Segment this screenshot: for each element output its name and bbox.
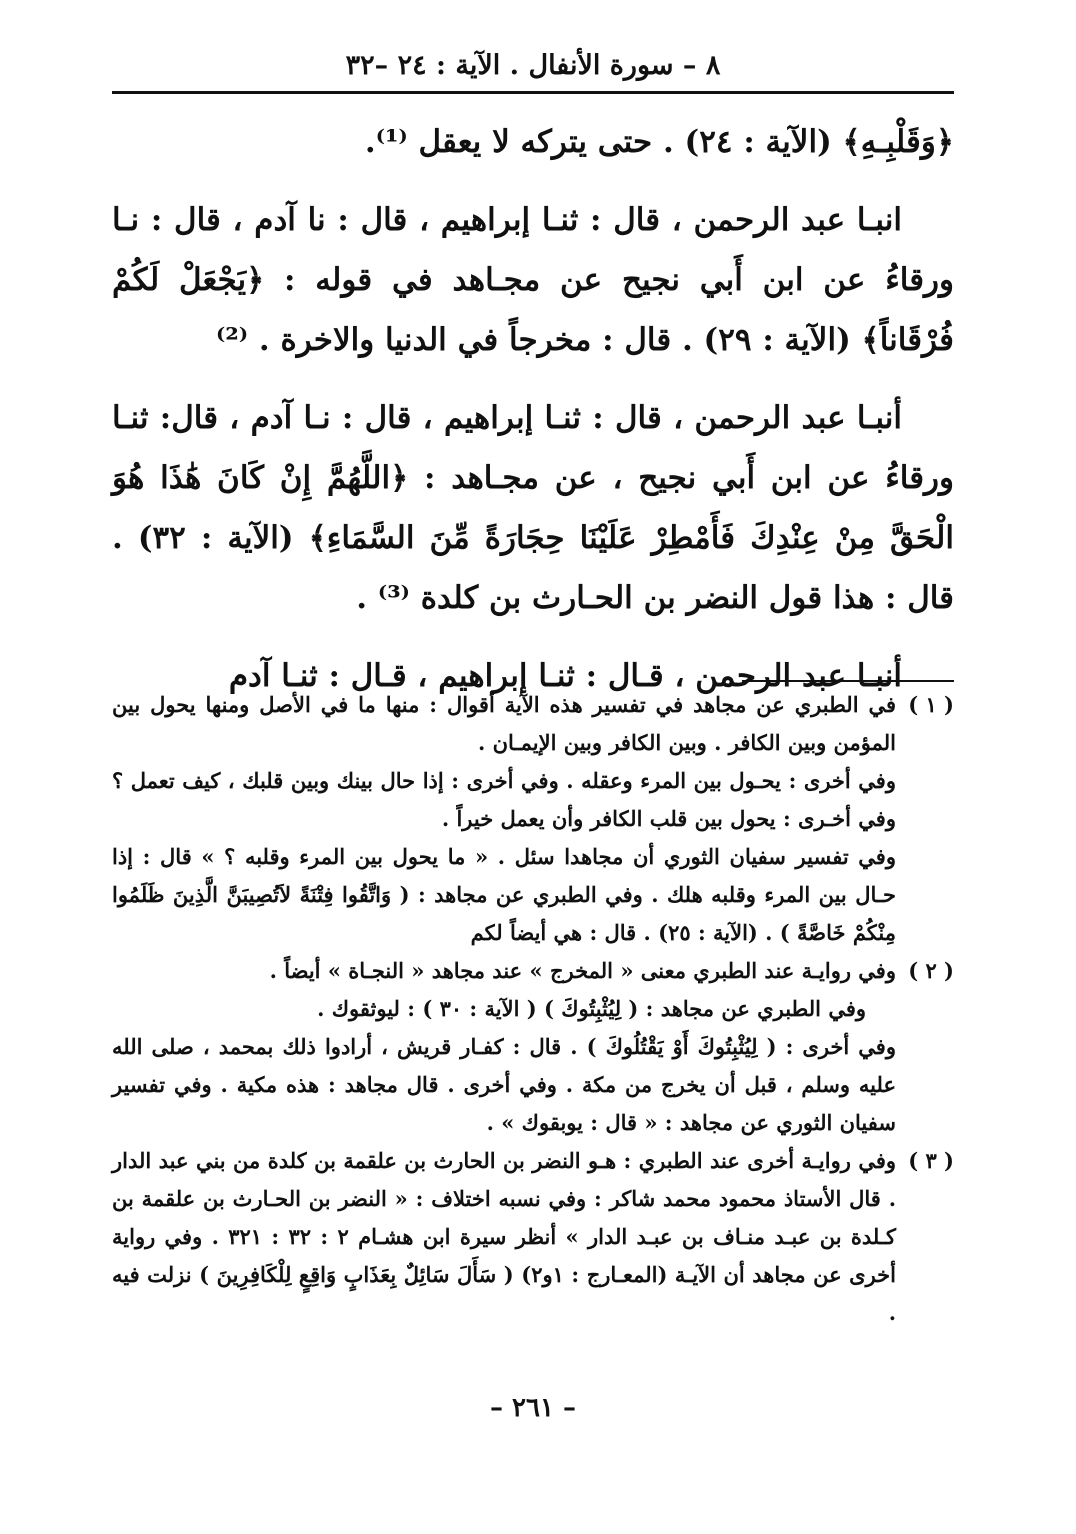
- header-rule: [112, 91, 954, 94]
- footnote-number: ( ١ ): [908, 692, 954, 717]
- footnote-1: [112, 686, 954, 952]
- paragraph-4: أنبـا عبد الرحمن ، قـال : ثنـا إبراهيم ، قـال : ثنـا آدم: [228, 658, 902, 694]
- footnote-line: وفي أخرى : ( لِيُثْبِتُوكَ أَوْ يَقْتُلُوكَ ) . قال : كفـار قريش ، أرادوا ذلك بمحمد ، صلى الله عليه وسلم ، قبل أن يخرج من مكة . وفي أخرى . قال مجاهد : هذه مكية . وفي تفسير سفيان الثوري عن مجاهد : « قال : يوبقوك » .: [112, 1034, 896, 1135]
- footnote-number: ( ٣ ): [908, 1148, 954, 1173]
- paragraph-1: ﴿وَقَلْبِـهِ﴾ (الآية : ٢٤) . حتى يتركه لا يعقل ⁽¹⁾.: [364, 124, 954, 160]
- footnote-body: [112, 1142, 896, 1332]
- page-number: – ٢٦١ –: [489, 1393, 577, 1423]
- footnote-body: [112, 686, 896, 952]
- footnote-line: في الطبري عن مجاهد في تفسير هذه الآية أقوال : منها ما في الأصل ومنها يحول بين المؤمن وبين الكافر . وبين الكافر وبين الإيمـان .: [112, 692, 896, 755]
- footnote-line: وفي أخرى : يحـول بين المرء وعقله . وفي أخرى : إذا حال بينك وبين قلبك ، كيف تعمل ؟ وفي أخـرى : يحول بين قلب الكافر وأن يعمل خيراً .: [112, 768, 896, 831]
- footnote-number: ( ٢ ): [908, 958, 954, 983]
- footnote-line: وفي روايـة عند الطبري معنى « المخرج » عند مجاهد « النجـاة » أيضاً .: [269, 958, 896, 983]
- footnote-rule: [742, 680, 954, 682]
- paragraph-3: أنبـا عبد الرحمن ، قال : ثنـا إبراهيم ، قال : نـا آدم ، قال: ثنـا ورقاءُ عن ابن أَبي نجيح ، عن مجـاهد : ﴿اللَّهُمَّ إِنْ كَانَ هَٰذَا هُوَ الْحَقَّ مِنْ عِنْدِكَ فَأَمْطِرْ عَلَيْنَا حِجَارَةً مِّنَ السَّمَاءِ﴾ (الآية : ٣٢) . قال : هذا قول النضر بن الحـارث بن كلدة ⁽³⁾ .: [112, 400, 954, 616]
- footnote-3: [112, 1142, 954, 1332]
- footnote-body: [112, 952, 896, 1142]
- paragraph-2: انبـا عبد الرحمن ، قال : ثنـا إبراهيم ، قال : نا آدم ، قال : نـا ورقاءُ عن ابن أَبي نجيح عن مجـاهد في قوله : ﴿يَجْعَلْ لَكُمْ فُرْقَاناً﴾ (الآية : ٢٩) . قال : مخرجاً في الدنيا والاخرة . ⁽²⁾: [112, 202, 954, 358]
- footnote-line: وفي روايـة أخرى عند الطبري : هـو النضر بن الحارث بن علقمة بن كلدة من بني عبد الدار . قال الأستاذ محمود محمد شاكر : وفي نسبه اختلاف : « النضر بن الحـارث بن علقمة بن كـلدة بن عبـد منـاف بن عبـد الدار » أنظر سيرة ابن هشـام ٢ : ٣٢ : ٣٢١ . وفي رواية أخرى عن مجاهد أن الآيـة (المعـارج : ١و٢) ( سَأَلَ سَائِلٌ بِعَذَابٍ وَاقِعٍ لِلْكَافِرِينَ ) نزلت فيه .: [112, 1148, 897, 1325]
- footnotes: [112, 686, 954, 1332]
- footnote-2: [112, 952, 954, 1142]
- main-text: [112, 112, 954, 724]
- footnote-line: وفي تفسير سفيان الثوري أن مجاهدا سئل . « ما يحول بين المرء وقلبه ؟ » قال : إذا حـال بين المرء وقلبه هلك . وفي الطبري عن مجاهد : ( وَاتَّقُوا فِتْنَةً لاَتُصِيبَنَّ الَّذِينَ ظَلَمُوا مِنْكُمْ خَاصَّةً ) . (الآية : ٢٥) . قال : هي أيضاً لكم: [112, 844, 896, 945]
- running-header: ٨ – سورة الأنفال . الآية : ٢٤ –٣٢: [345, 50, 721, 81]
- footnote-line: وفي الطبري عن مجاهد : ( لِيُثْبِتُوكَ ) ( الآية : ٣٠ ) : ليوثقوك .: [317, 996, 866, 1021]
